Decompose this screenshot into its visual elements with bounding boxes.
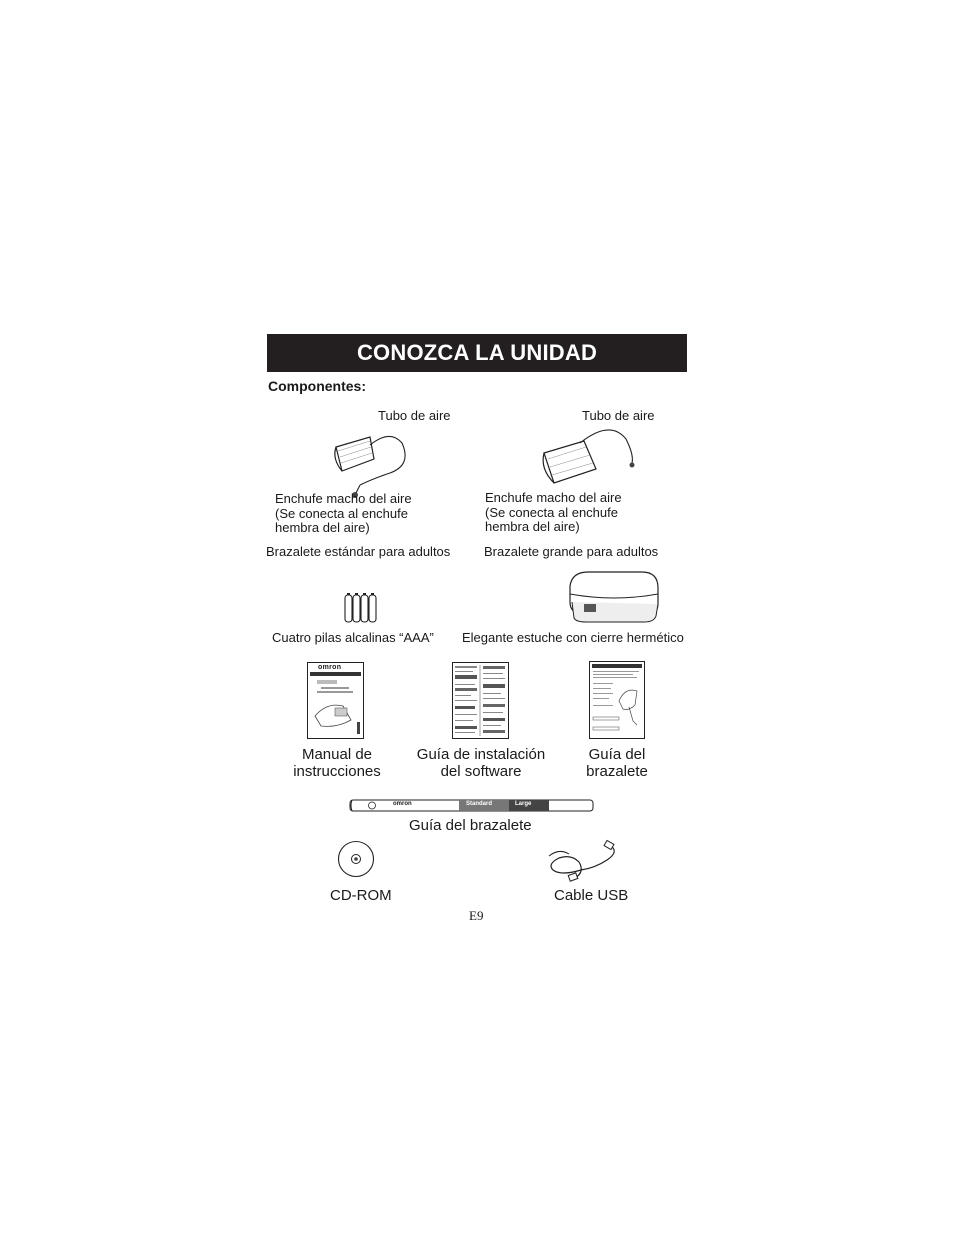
software-guide-caption: Guía de instalación del software: [416, 746, 546, 780]
large-cuff-tube-label: Tubo de aire: [582, 408, 655, 423]
cdrom-icon: [337, 840, 375, 878]
cuff-strip-caption: Guía del brazalete: [409, 817, 532, 834]
standard-cuff-tube-label: Tubo de aire: [378, 408, 451, 423]
cuff-strip-large-label: Large: [515, 801, 532, 807]
standard-cuff-plug-label: Enchufe macho del aire (Se conecta al enchufe hembra del aire): [275, 491, 412, 535]
usb-cable-icon: [545, 840, 620, 882]
manual-caption: Manual de instrucciones: [293, 746, 381, 780]
large-cuff-plug-label: Enchufe macho del aire (Se conecta al enchufe hembra del aire): [485, 490, 622, 534]
software-guide-icon: [452, 662, 509, 739]
standard-cuff-illustration: [330, 425, 410, 500]
manual-brand-logo: omron: [318, 664, 342, 671]
cuff-strip-brand: omron: [393, 801, 412, 807]
air-plug-icon: [630, 463, 635, 468]
batteries-icon: [343, 592, 381, 624]
usb-caption: Cable USB: [554, 887, 629, 904]
section-title: CONOZCA LA UNIDAD: [267, 334, 687, 372]
batteries-caption: Cuatro pilas alcalinas “AAA”: [272, 630, 434, 645]
components-heading: Componentes:: [268, 378, 366, 394]
large-cuff-caption: Brazalete grande para adultos: [484, 544, 659, 559]
instruction-manual-icon: [307, 662, 364, 739]
cuff-guide-icon: [589, 661, 645, 739]
case-caption: Elegante estuche con cierre hermético: [462, 630, 684, 645]
zipper-pull-icon: [584, 604, 596, 612]
page-number: E9: [469, 908, 484, 923]
large-cuff-illustration: [540, 425, 640, 497]
cdrom-caption: CD-ROM: [330, 887, 392, 904]
carrying-case-icon: [564, 568, 664, 624]
cuff-guide-caption: Guía del brazalete: [586, 746, 648, 780]
standard-cuff-caption: Brazalete estándar para adultos: [266, 544, 451, 559]
cuff-strip-standard-label: Standard: [466, 801, 493, 807]
